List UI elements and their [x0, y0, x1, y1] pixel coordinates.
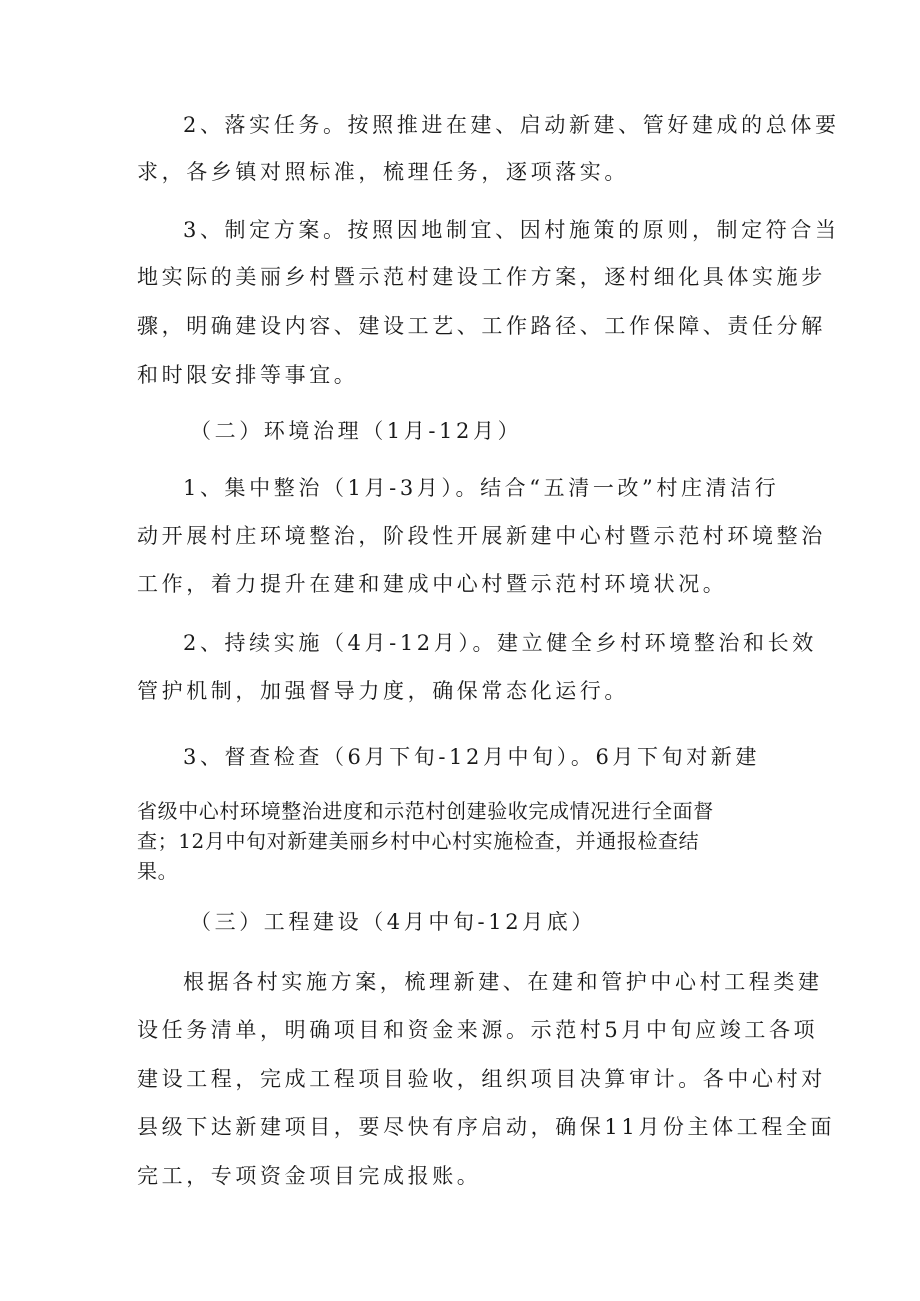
section-heading: （三）工程建设（4月中旬-12月底）: [190, 910, 596, 934]
paragraph-line: 完工，专项资金项目完成报账。: [137, 1164, 482, 1188]
paragraph-line: 和时限安排等事宜。: [137, 363, 359, 387]
paragraph-line: 建设工程，完成工程项目验收，组织项目决算审计。各中心村对: [137, 1067, 826, 1091]
paragraph-line: 地实际的美丽乡村暨示范村建设工作方案，逐村细化具体实施步: [137, 265, 826, 289]
paragraph-line: 设任务清单，明确项目和资金来源。示范村5月中旬应竣工各项: [137, 1018, 819, 1042]
paragraph-line: 工作，着力提升在建和建成中心村暨示范村环境状况。: [137, 572, 728, 596]
paragraph-line: 3、督查检查（6月下旬-12月中旬）。6月下旬对新建: [183, 745, 760, 769]
paragraph-line: 查；12月中旬对新建美丽乡村中心村实施检查，并通报检查结: [137, 829, 700, 853]
paragraph-line: 2、持续实施（4月-12月）。建立健全乡村环境整治和长效: [183, 631, 817, 655]
paragraph-line: 求，各乡镇对照标准，梳理任务，逐项落实。: [137, 160, 629, 184]
section-heading: （二）环境治理（1月-12月）: [190, 419, 523, 443]
paragraph-line: 3、制定方案。按照因地制宜、因村施策的原则，制定符合当: [183, 218, 840, 242]
paragraph-line: 2、落实任务。按照推进在建、启动新建、管好建成的总体要: [183, 113, 840, 137]
paragraph-line: 1、集中整治（1月-3月）。结合“五清一改”村庄清洁行: [183, 476, 780, 500]
paragraph-line: 骤，明确建设内容、建设工艺、工作路径、工作保障、责任分解: [137, 314, 826, 338]
paragraph-line: 动开展村庄环境整治，阶段性开展新建中心村暨示范村环境整治: [137, 524, 826, 548]
paragraph-line: 县级下达新建项目，要尽快有序启动，确保11月份主体工程全面: [137, 1115, 836, 1139]
paragraph-line: 果。: [137, 859, 179, 883]
paragraph-line: 管护机制，加强督导力度，确保常态化运行。: [137, 679, 629, 703]
paragraph-line: 根据各村实施方案，梳理新建、在建和管护中心村工程类建: [183, 970, 823, 994]
paragraph-line: 省级中心村环境整治进度和示范村创建验收完成情况进行全面督: [137, 799, 714, 823]
